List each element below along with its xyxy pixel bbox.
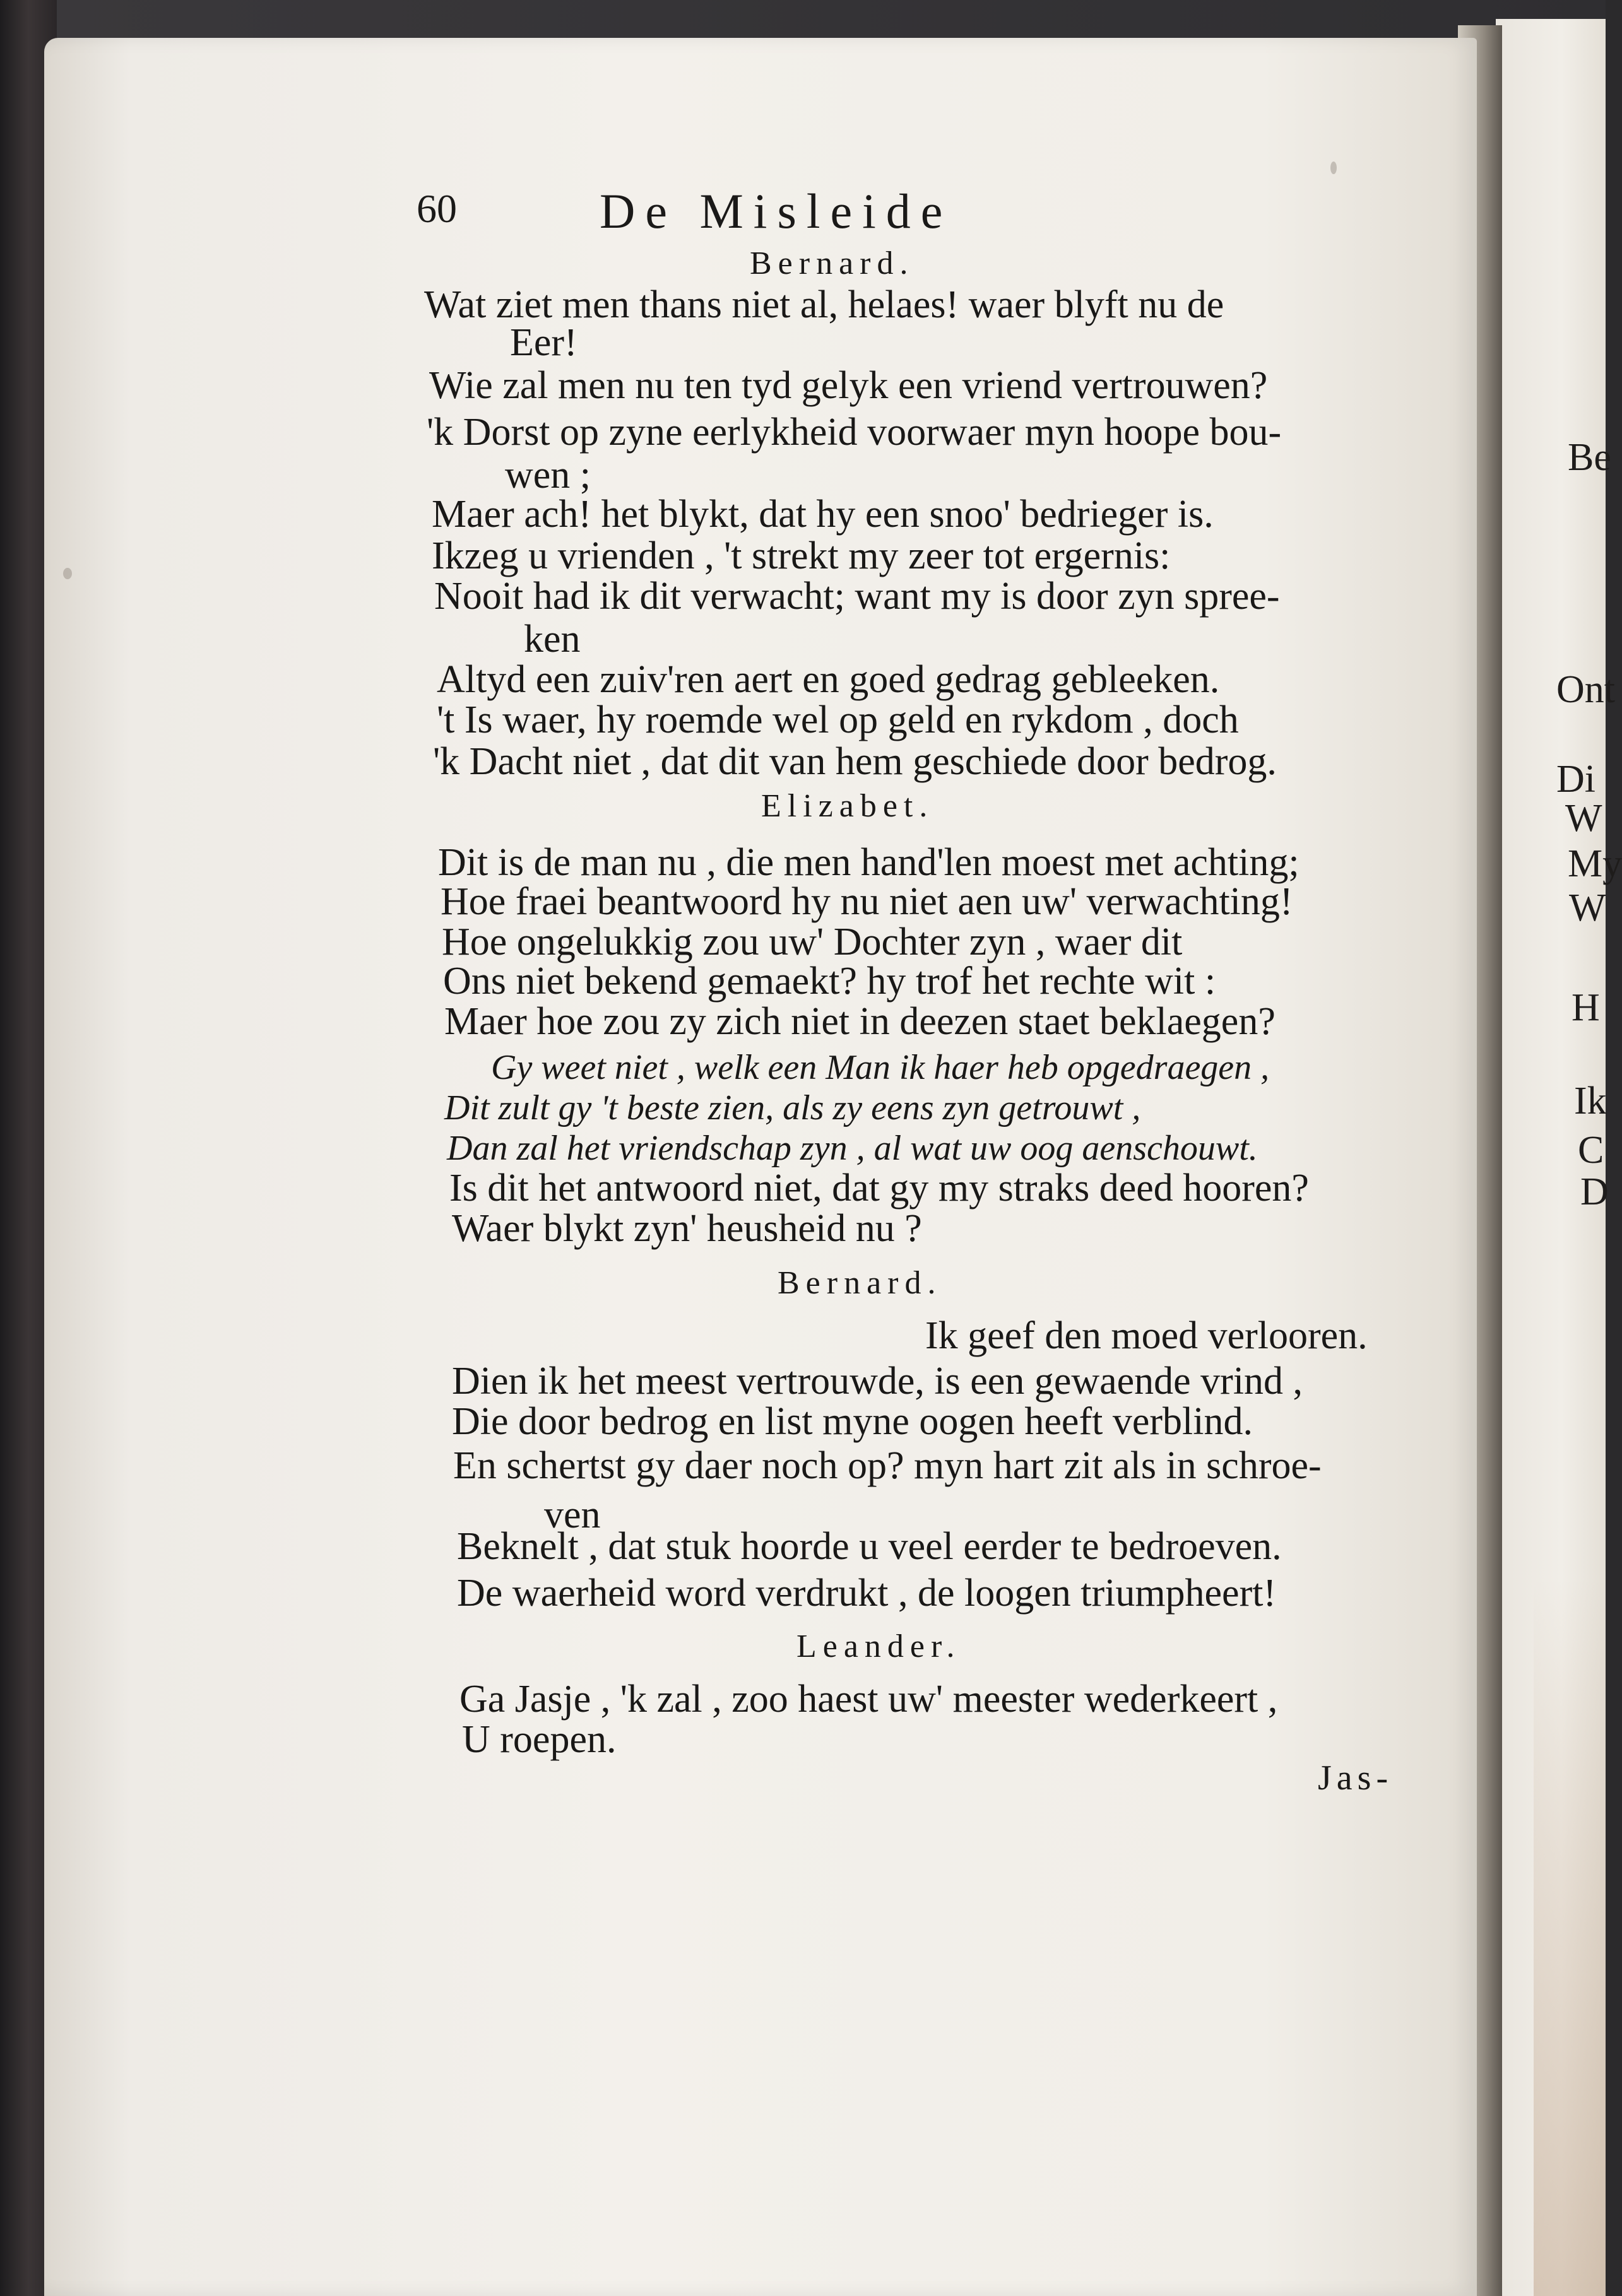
speaker-heading: Elizabet. [761,788,934,824]
verse-line: Maer hoe zou zy zich niet in deezen staet beklaegen? [444,1000,1276,1043]
facing-page-fragment: W [1569,886,1606,929]
page-number: 60 [417,186,457,231]
speaker-heading: Leander. [796,1628,961,1664]
verse-line: 't Is waer, hy roemde wel op geld en rykdom , doch [437,698,1239,741]
verse-line: 'k Dacht niet , dat dit van hem geschiede door bedrog. [433,740,1277,783]
verse-line: Dien ik het meest vertrouwde, is een gewaende vrind , [452,1360,1303,1403]
facing-page-fragment: My [1568,842,1622,885]
facing-page-stain [1534,1577,1606,2296]
verse-line: Wat ziet men thans niet al, helaes! waer blyft nu de [424,283,1224,326]
running-head [417,183,1174,240]
verse-line: Altyd een zuiv'ren aert en goed gedrag gebleeken. [437,658,1220,701]
facing-page-fragment: Di [1556,758,1595,801]
verse-line: Maer ach! het blykt, dat hy een snoo' bedrieger is. [432,493,1214,536]
speaker-heading: Bernard. [750,245,915,281]
verse-line: Die door bedrog en list myne oogen heeft verblind. [452,1400,1253,1443]
quoted-line: Dit zult gy 't beste zien, als zy eens zyn getrouwt , [444,1088,1141,1127]
facing-page-fragment: Be [1568,436,1611,479]
verse-line: Ga Jasje , 'k zal , zoo haest uw' meester wederkeert , [459,1678,1278,1721]
verse-line: Beknelt , dat stuk hoorde u veel eerder te bedroeven. [457,1525,1282,1568]
verse-line: U roepen. [462,1718,617,1761]
facing-page-fragment: C [1578,1129,1604,1172]
catchword: Jas- [1318,1758,1394,1798]
speaker-heading: Bernard. [778,1265,942,1301]
verse-line: Hoe fraei beantwoord hy nu niet aen uw' verwachting! [441,880,1293,923]
verse-line: Waer blykt zyn' heusheid nu ? [452,1207,922,1250]
verse-line: De waerheid word verdrukt , de loogen triumpheert! [457,1572,1277,1615]
running-title: De Misleide [600,184,953,238]
facing-page-fragment: W [1565,797,1602,840]
page-spot [1330,162,1337,174]
facing-page-fragment: D [1580,1170,1609,1213]
verse-line: Ik geef den moed verlooren. [925,1314,1368,1357]
verse-line: Eer! [510,321,577,364]
facing-page-fragment: Ik [1574,1080,1607,1122]
facing-page-fragment: Ont [1556,668,1615,711]
verse-line: 'k Dorst op zyne eerlykheid voorwaer myn hoope bou- [427,411,1282,454]
verse-line: En schertst gy daer noch op? myn hart zit als in schroe- [453,1444,1322,1487]
verse-line: ven [544,1493,601,1536]
verse-line: Dit is de man nu , die men hand'len moest met achting; [438,841,1299,884]
facing-page-fragment: H [1572,986,1600,1029]
page-spot [63,568,72,579]
verse-line: Ikzeg u vrienden , 't strekt my zeer tot ergernis: [432,534,1171,577]
verse-line: Is dit het antwoord niet, dat gy my straks deed hooren? [449,1167,1309,1210]
verse-line: ken [524,618,581,661]
verse-line: wen ; [505,454,591,497]
verse-line: Ons niet bekend gemaekt? hy trof het rechte wit : [443,960,1216,1003]
verse-line: Hoe ongelukkig zou uw' Dochter zyn , waer dit [442,921,1183,963]
quoted-line: Gy weet niet , welk een Man ik haer heb opgedraegen , [491,1048,1270,1087]
verse-line: Nooit had ik dit verwacht; want my is door zyn spree- [434,575,1280,618]
quoted-line: Dan zal het vriendschap zyn , al wat uw oog aenschouwt. [447,1129,1258,1168]
verse-line: Wie zal men nu ten tyd gelyk een vriend vertrouwen? [429,364,1268,407]
